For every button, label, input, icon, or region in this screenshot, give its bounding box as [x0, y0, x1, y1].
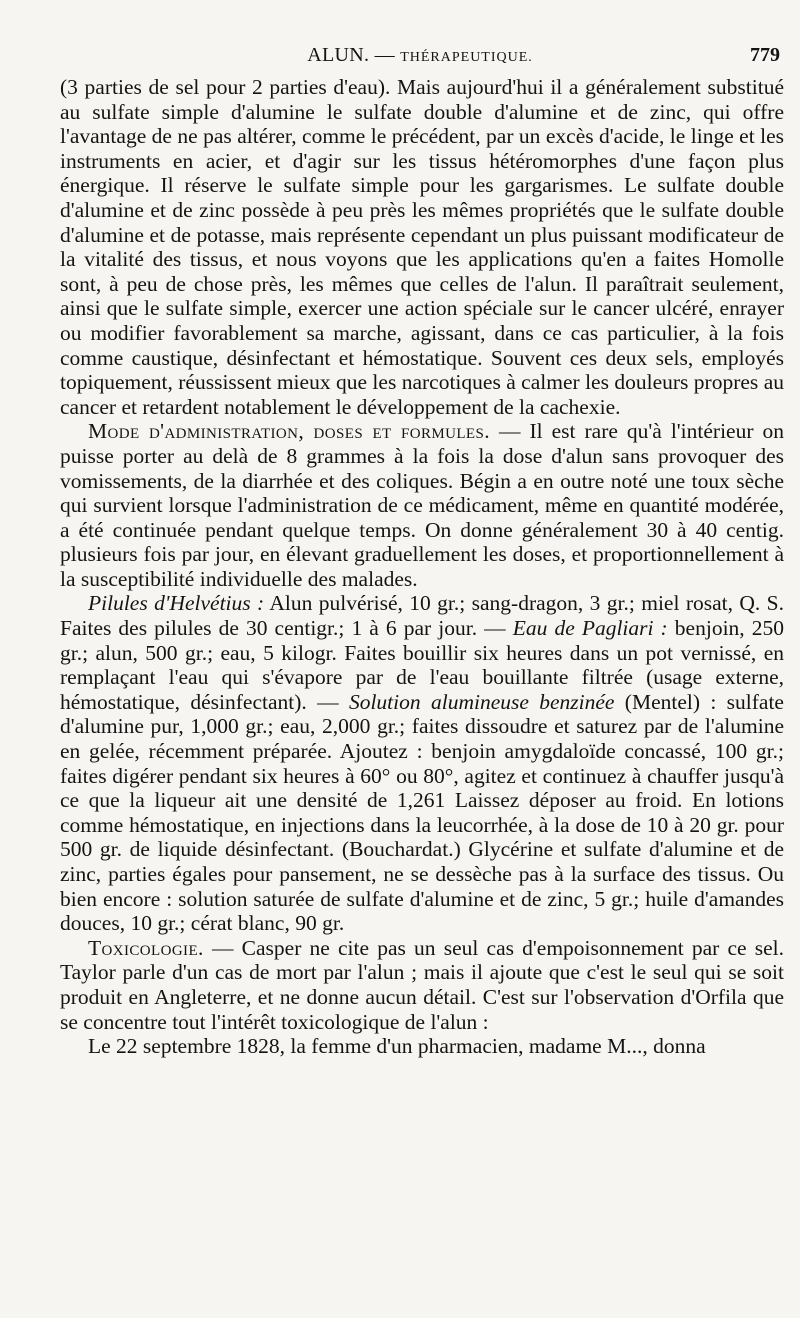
- section-heading-toxicology: Toxicologie.: [88, 935, 204, 960]
- body-text: [60, 75, 784, 1059]
- formula-name: Eau de Pagliari :: [512, 616, 668, 641]
- text-segment: benjoin, 250 gr.; alun, 500 gr.; eau, 5 kilogr. Faites bouillir six heures dans un pot vernissé, en remplaçant l'eau qui s'évapore par de l'eau bouillante filtrée (usage externe, hémostatique, désinfectant). —: [60, 616, 785, 714]
- header-title: [60, 44, 780, 67]
- section-heading-administration: Mode d'administration, doses et formules.: [88, 419, 490, 444]
- text-segment: (Mentel) : sulfate d'alumine pur, 1,000 gr.; eau, 2,000 gr.; faites dissoudre et saturez par de l'alumine en gelée, récemment préparée. Ajoutez : benjoin amygdaloïde concassé, 100 gr.; faites digérer pendant six heures à 60° ou 80°, agitez et continuez à chauffer jusqu'à ce que la liqueur ait une densité de 1,261 Laissez déposer au froid. En lotions comme hémostatique, en injections dans la leucorrhée, à la dose de 10 à 20 gr. pour 500 gr. de liquide désinfectant. (Bouchardat.) Glycérine et sulfate d'alumine et de zinc, parties égales pour pansement, ne se dessèche pas à la surface des tissus. Ou bien encore : solution saturée de sulfate d'alumine et de zinc, 5 gr.; huile d'amandes douces, 10 gr.; cérat blanc, 90 gr.: [60, 689, 784, 936]
- text-segment: (3 parties de sel pour 2 parties d'eau). Mais aujourd'hui il a généralement substitué au sulfate simple d'alumine le sulfate double d'alumine et de zinc, qui offre l'avantage de ne pas altérer, comme le précédent, par un excès d'acide, le linge et les instruments en acier, et d'agir sur les tissus hétéromorphes d'une façon plus énergique. Il réserve le sulfate simple pour les gargarismes. Le sulfate double d'alumine et de zinc possède à peu près les mêmes propriétés que le sulfate double d'alumine et de potasse, mais représente cependant un plus puissant modificateur de la vitalité des tissus, et nous voyons que les applications qu'en a faites Homolle sont, à peu de chose près, les mêmes que celles de l'alun. Il paraîtrait seulement, ainsi que le sulfate simple, exercer une action spéciale sur le cancer ulcéré, enrayer ou modifier favorablement sa marche, agissant, dans ce cas particulier, à la fois comme caustique, désinfectant et hémostatique. Souvent ces deux sels, employés topiquement, réussissent mieux que les narcotiques à calmer les douleurs propres au cancer et retardent notablement le développement de la cachexie.: [60, 75, 784, 419]
- paragraph-cancer: [60, 75, 784, 419]
- paragraph-formulas: [60, 591, 784, 935]
- paragraph-administration: [60, 419, 784, 591]
- text-segment: — Casper ne cite pas un seul cas d'empoisonnement par ce sel. Taylor parle d'un cas de mort par l'alun ; mais il ajoute que c'est le seul qui se soit produit en Angleterre, et ne donne aucun détail. C'est sur l'observation d'Orfila que se concentre tout l'intérêt toxicologique de l'alun :: [60, 935, 784, 1034]
- running-header: [60, 44, 780, 74]
- text-segment: Alun pulvérisé, 10 gr.; sang-dragon, 3 gr.; miel rosat, Q. S. Faites des pilules de 30 centigr.; 1 à 6 par jour. —: [60, 591, 784, 641]
- formula-name: Pilules d'Helvétius :: [88, 591, 265, 616]
- text-segment: — Il est rare qu'à l'intérieur on puisse porter au delà de 8 grammes à la fois la dose d'alun sans provoquer des vomissements, de la diarrhée et des coliques. Bégin a en outre noté une toux sèche qui survient lorsque l'administration de ce médicament, même en quantité modérée, a été continuée pendant quelque temps. On donne généralement 30 à 40 centig. plusieurs fois par jour, en élevant graduellement les doses, et proportionnellement à la susceptibilité individuelle des malades.: [60, 419, 784, 591]
- page-number: 779: [750, 44, 780, 66]
- paragraph-observation: [60, 1034, 784, 1059]
- formula-name: Solution alumineuse benzinée: [348, 689, 615, 714]
- paragraph-toxicology: [60, 936, 784, 1034]
- text-segment: Le 22 septembre 1828, la femme d'un pharmacien, madame M..., donna: [88, 1034, 706, 1059]
- header-section: THÉRAPEUTIQUE.: [400, 50, 533, 65]
- header-article: ALUN.: [307, 44, 370, 66]
- header-dash: —: [374, 44, 395, 66]
